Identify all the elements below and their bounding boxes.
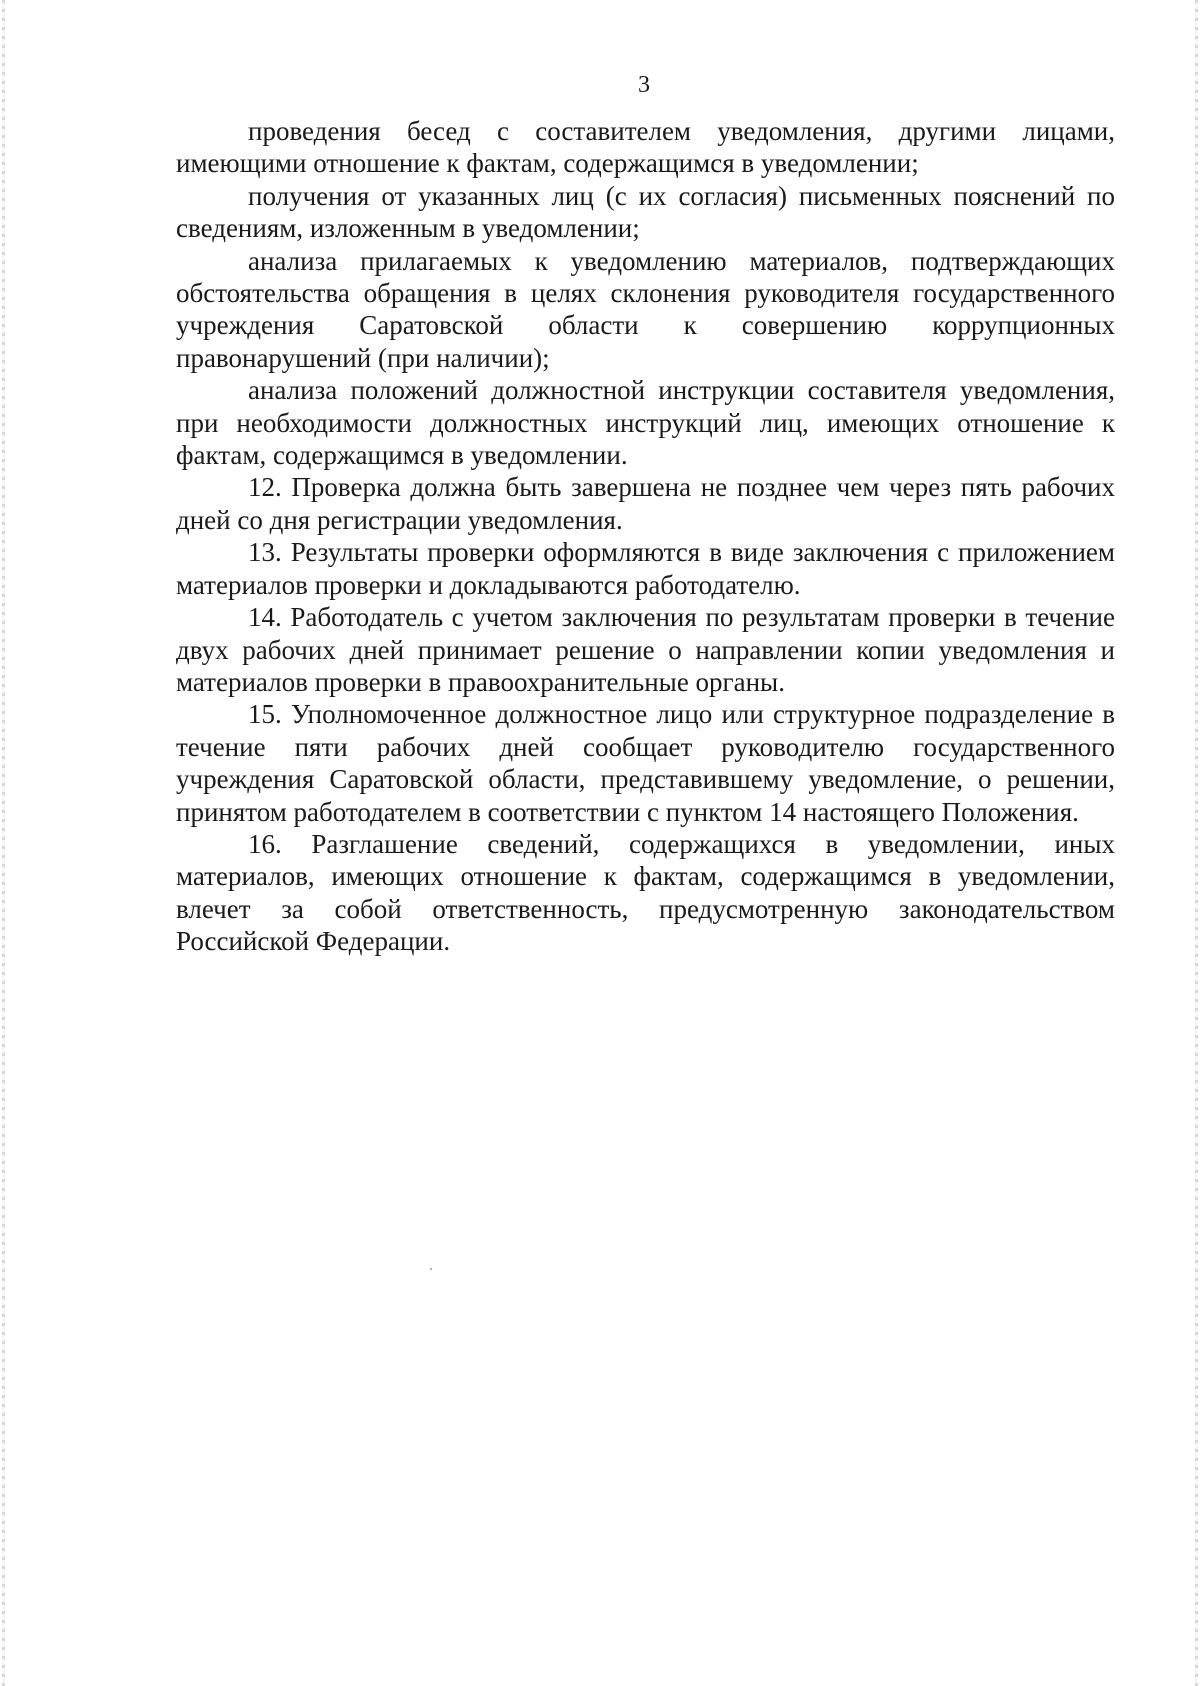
clause-12: 12. Проверка должна быть завершена не позднее чем через пять рабочих дней со дня регистрации уведомления. xyxy=(176,472,1115,535)
paragraph-conversations: проведения бесед с составителем уведомления, другими лицами, имеющими отношение к фактам, содержащимся в уведомлении; xyxy=(176,116,1115,179)
clause-14: 14. Работодатель с учетом заключения по результатам проверки в течение двух рабочих дней принимает решение о направлении копии уведомления и материалов проверки в правоохранительные органы. xyxy=(176,602,1115,697)
scan-edge-left xyxy=(2,0,5,1686)
paragraph-instructions-analysis: анализа положений должностной инструкции составителя уведомления, при необходимости должностных инструкций лиц, имеющих отношение к фактам, содержащимся в уведомлении. xyxy=(176,375,1115,471)
clause-13: 13. Результаты проверки оформляются в виде заключения с приложением материалов проверки и докладываются работодателю. xyxy=(176,537,1115,600)
paragraph-explanations: получения от указанных лиц (с их согласия) письменных пояснений по сведениям, изложенным в уведомлении; xyxy=(176,180,1115,244)
scan-speck xyxy=(430,1268,432,1270)
paragraph-materials-analysis: анализа прилагаемых к уведомлению материалов, подтверждающих обстоятельства обращения в целях склонения руководителя государственного учреждения Саратовской области к совершению коррупционных правонарушений (при наличии); xyxy=(176,245,1115,373)
document-body xyxy=(176,115,1115,958)
page-number: 3 xyxy=(638,72,650,98)
clause-15: 15. Уполномоченное должностное лицо или структурное подразделение в течение пяти рабочих дней сообщает руководителю государственного учреждения Саратовской области, представившему уведомление, о решении, принятом работодателем в соответствии с пунктом 14 настоящего Положения. xyxy=(176,699,1115,827)
scan-edge-right xyxy=(1195,0,1198,1686)
clause-16: 16. Разглашение сведений, содержащихся в уведомлении, иных материалов, имеющих отношение к фактам, содержащимся в уведомлении, влечет за собой ответственность, предусмотренную законодательством Российской Федерации. xyxy=(176,828,1115,957)
